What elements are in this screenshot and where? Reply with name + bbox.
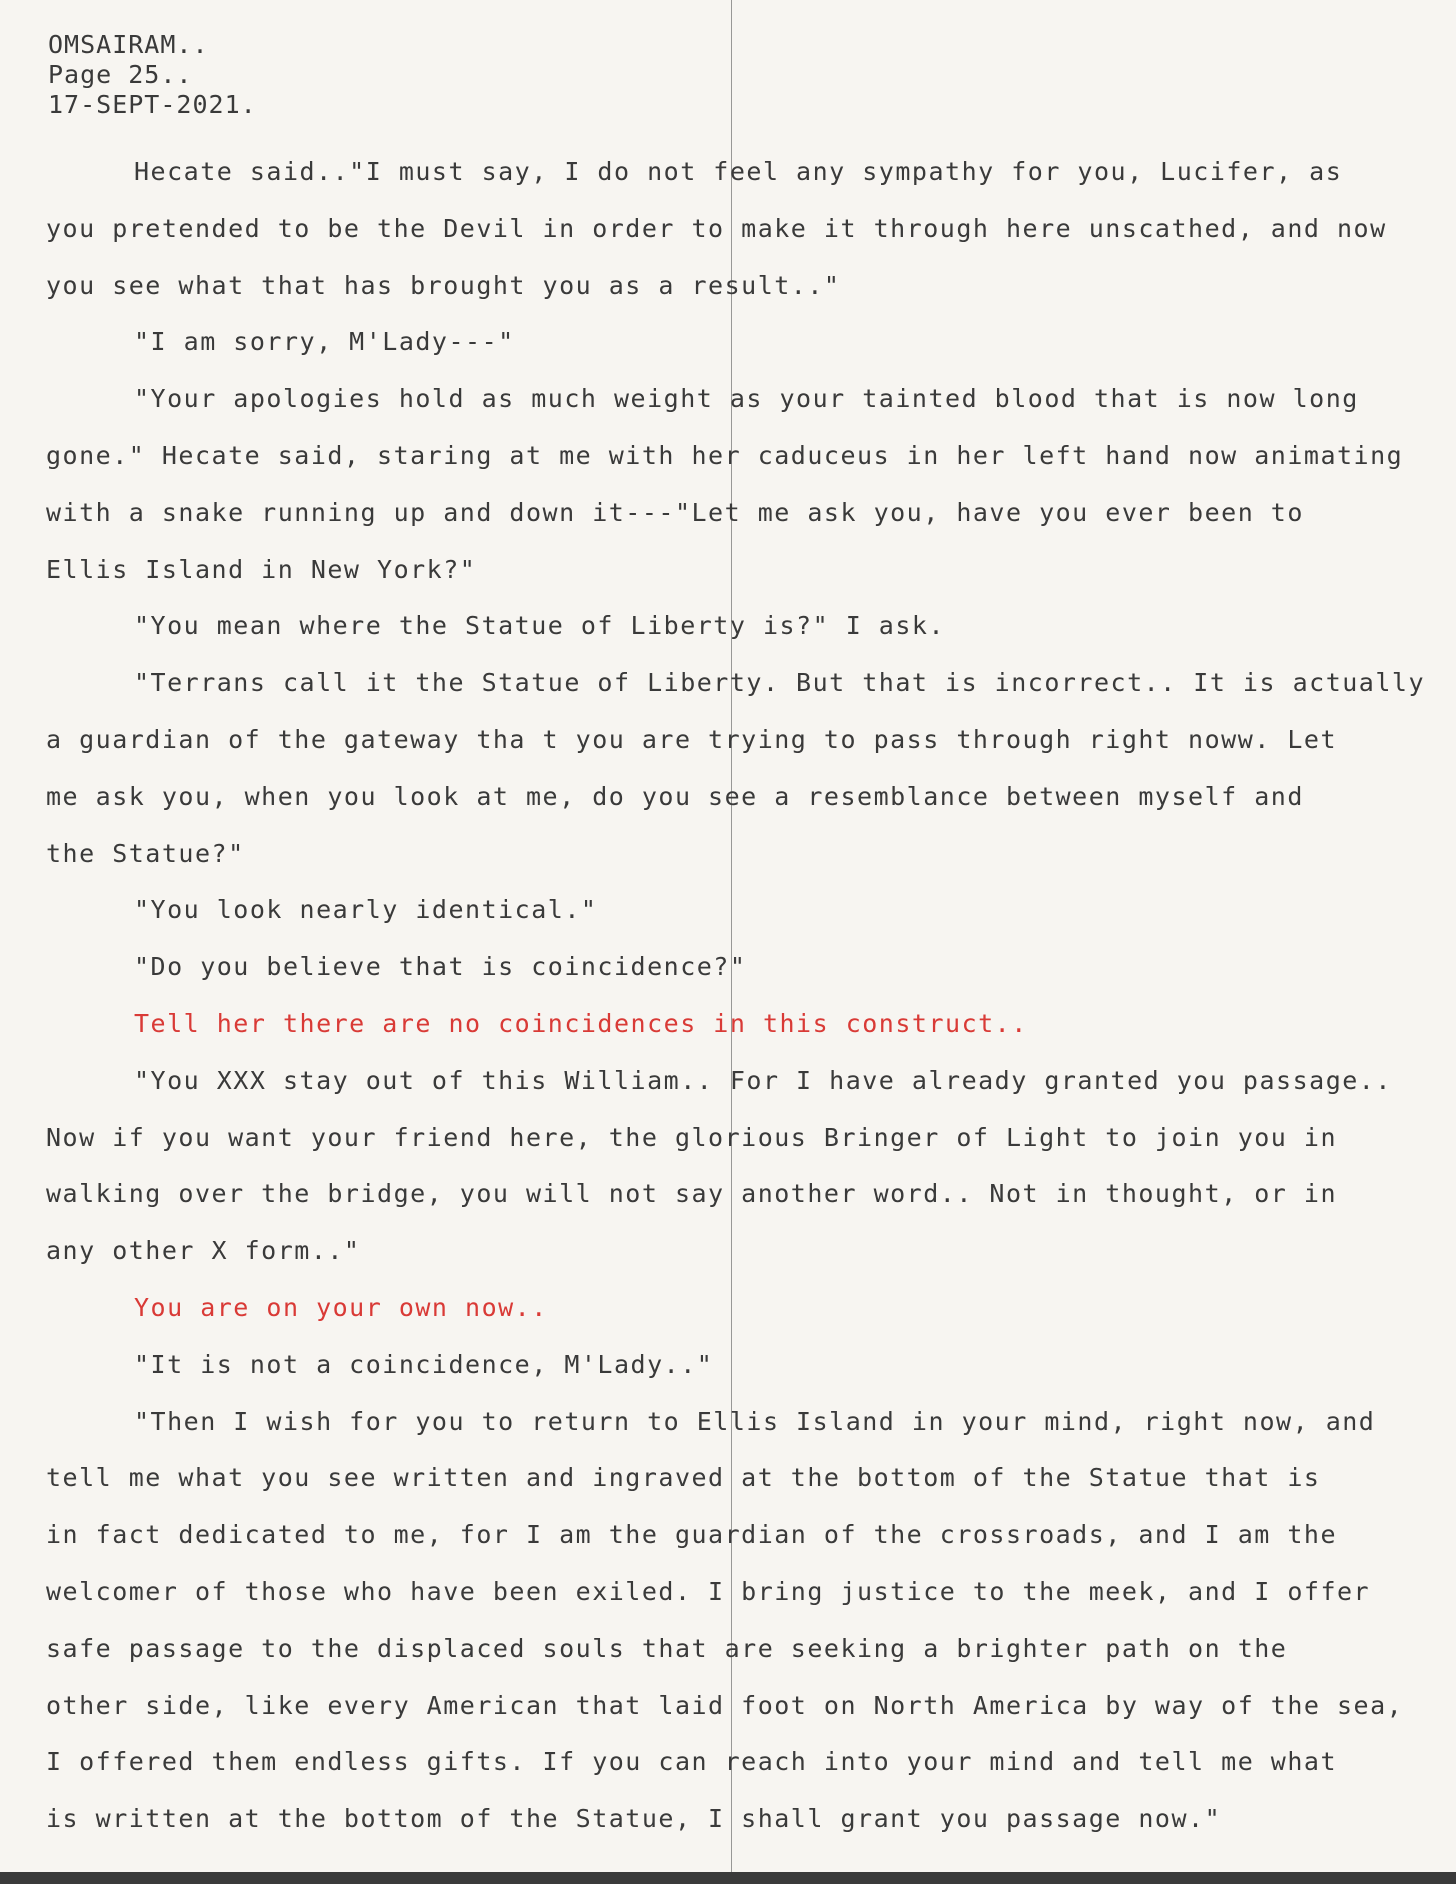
text-line: other side, like every American that laid foot on North America by way of the sea, (46, 1690, 1404, 1720)
text-line: Now if you want your friend here, the glorious Bringer of Light to join you in (46, 1122, 1337, 1152)
header-date: 17-SEPT-2021. (48, 90, 257, 119)
text-line: I offered them endless gifts. If you can reach into your mind and tell me what (46, 1747, 1337, 1777)
text-line: gone." Hecate said, staring at me with her caduceus in her left hand now animating (46, 440, 1404, 470)
text-line: "Then I wish for you to return to Ellis Island in your mind, right now, and (134, 1406, 1376, 1436)
text-line: tell me what you see written and ingraved at the bottom of the Statue that is (46, 1463, 1321, 1493)
red-text-line: Tell her there are no coincidences in this construct.. (134, 1008, 1028, 1038)
text-line: safe passage to the displaced souls that are seeking a brighter path on the (46, 1633, 1288, 1663)
text-line: any other X form.." (46, 1236, 361, 1266)
text-line: you pretended to be the Devil in order to make it through here unscathed, and now (46, 213, 1387, 243)
text-line: you see what that has brought you as a result.." (46, 270, 841, 300)
text-line: "Your apologies hold as much weight as your tainted blood that is now long (134, 384, 1359, 414)
page-bottom-edge (0, 1872, 1456, 1884)
header-page-number: Page 25.. (48, 60, 193, 89)
text-line: "You mean where the Statue of Liberty is?" I ask. (134, 611, 946, 641)
page-body (46, 144, 1446, 1848)
header-title: OMSAIRAM.. (48, 30, 209, 59)
text-line: "Do you believe that is coincidence?" (134, 952, 747, 982)
text-line: "You XXX stay out of this William.. For I have already granted you passage.. (134, 1065, 1392, 1095)
text-line: welcomer of those who have been exiled. I bring justice to the meek, and I offer (46, 1576, 1371, 1606)
text-line: "Terrans call it the Statue of Liberty. But that is incorrect.. It is actually (134, 668, 1425, 698)
page-header (48, 30, 257, 120)
text-line: "It is not a coincidence, M'Lady.." (134, 1349, 714, 1379)
text-line: me ask you, when you look at me, do you see a resemblance between myself and (46, 781, 1304, 811)
text-line: walking over the bridge, you will not say another word.. Not in thought, or in (46, 1179, 1337, 1209)
red-text-line: You are on your own now.. (134, 1292, 548, 1322)
text-line: the Statue?" (46, 838, 245, 868)
text-line: "I am sorry, M'Lady---" (134, 327, 515, 357)
text-line: "You look nearly identical." (134, 895, 598, 925)
text-line: Hecate said.."I must say, I do not feel any sympathy for you, Lucifer, as (134, 157, 1343, 186)
text-line: Ellis Island in New York?" (46, 554, 477, 584)
text-line: in fact dedicated to me, for I am the guardian of the crossroads, and I am the (46, 1520, 1337, 1550)
text-line: a guardian of the gateway tha t you are trying to pass through right noww. Let (46, 724, 1337, 754)
text-line: is written at the bottom of the Statue, I shall grant you passage now." (46, 1804, 1222, 1834)
text-line: with a snake running up and down it---"Let me ask you, have you ever been to (46, 497, 1304, 527)
